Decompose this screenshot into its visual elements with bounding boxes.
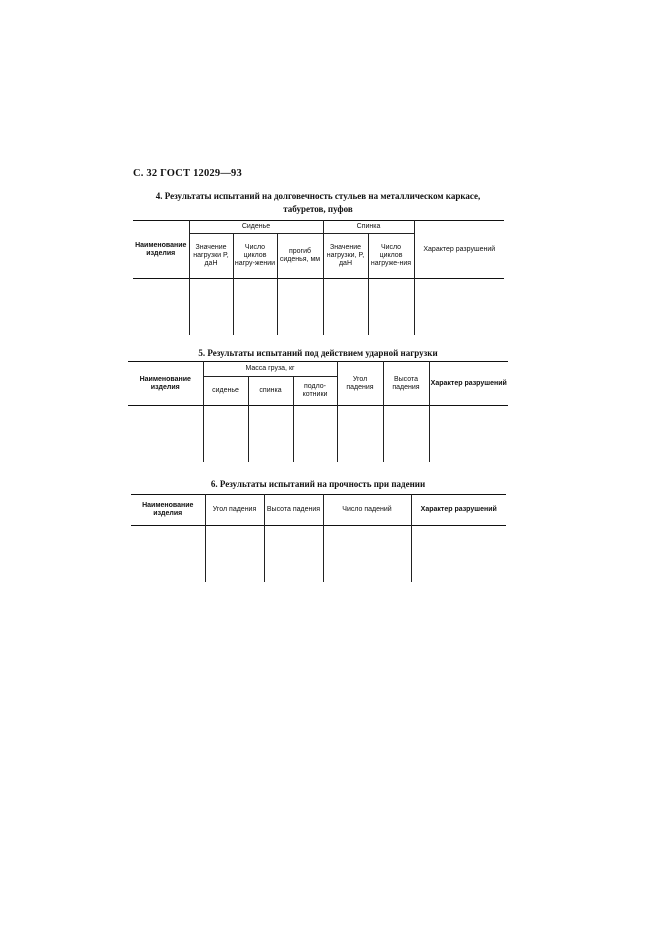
header-back-cycles: Число циклов нагруже-ния (368, 234, 414, 279)
cell-damage (429, 406, 508, 463)
section-4-table (133, 220, 504, 335)
header-damage: Характер разрушений (429, 362, 508, 406)
header-group-mass: Масса груза, кг (203, 362, 337, 377)
cell-mass-seat (203, 406, 248, 463)
section-5-title: 5. Результаты испытаний под действием ударной нагрузки (198, 348, 438, 358)
header-seat-load: Значение нагрузки P, даН (189, 234, 233, 279)
cell-product-name (128, 406, 203, 463)
header-fall-count: Число падений (323, 495, 411, 526)
header-fall-height: Высота падения (264, 495, 323, 526)
section-6-table (131, 494, 506, 582)
table-row (133, 279, 504, 336)
header-group-back: Спинка (323, 221, 414, 234)
header-product-name: Наименование изделия (133, 221, 189, 279)
header-fall-angle: Угол падения (205, 495, 264, 526)
cell-seat-deflection (277, 279, 323, 336)
section-4-title-line2: табуретов, пуфов (283, 204, 353, 214)
header-mass-seat: сиденье (203, 377, 248, 406)
cell-fall-height (383, 406, 429, 463)
page-header: С. 32 ГОСТ 12029—93 (133, 168, 242, 179)
header-damage: Характер разрушений (411, 495, 506, 526)
header-product-name: Наименование изделия (131, 495, 205, 526)
cell-product-name (131, 526, 205, 583)
header-product-name: Наименование изделия (128, 362, 203, 406)
header-seat-deflection: прогиб сиденья, мм (277, 234, 323, 279)
section-5-table (128, 361, 508, 462)
header-fall-height: Высота падения (383, 362, 429, 406)
cell-fall-angle (205, 526, 264, 583)
cell-seat-cycles (233, 279, 277, 336)
section-4-title (128, 190, 508, 216)
section-6-title: 6. Результаты испытаний на прочность при падении (210, 479, 426, 489)
cell-damage (414, 279, 504, 336)
header-seat-cycles: Число циклов нагру-жении (233, 234, 277, 279)
cell-fall-angle (337, 406, 383, 463)
cell-product-name (133, 279, 189, 336)
cell-damage (411, 526, 506, 583)
table-row (131, 526, 506, 583)
header-damage: Характер разрушений (414, 221, 504, 279)
header-mass-armrest: подло-котники (293, 377, 337, 406)
cell-back-cycles (368, 279, 414, 336)
table-row (128, 406, 508, 463)
section-4-title-line1: 4. Результаты испытаний на долговечность стульев на металлическом каркасе, (155, 191, 481, 201)
cell-fall-height (264, 526, 323, 583)
header-fall-angle: Угол падения (337, 362, 383, 406)
cell-seat-load (189, 279, 233, 336)
cell-mass-back (248, 406, 293, 463)
cell-back-load (323, 279, 368, 336)
header-group-seat: Сиденье (189, 221, 323, 234)
cell-mass-armrest (293, 406, 337, 463)
header-back-load: Значение нагрузки, P, даН (323, 234, 368, 279)
header-mass-back: спинка (248, 377, 293, 406)
cell-fall-count (323, 526, 411, 583)
